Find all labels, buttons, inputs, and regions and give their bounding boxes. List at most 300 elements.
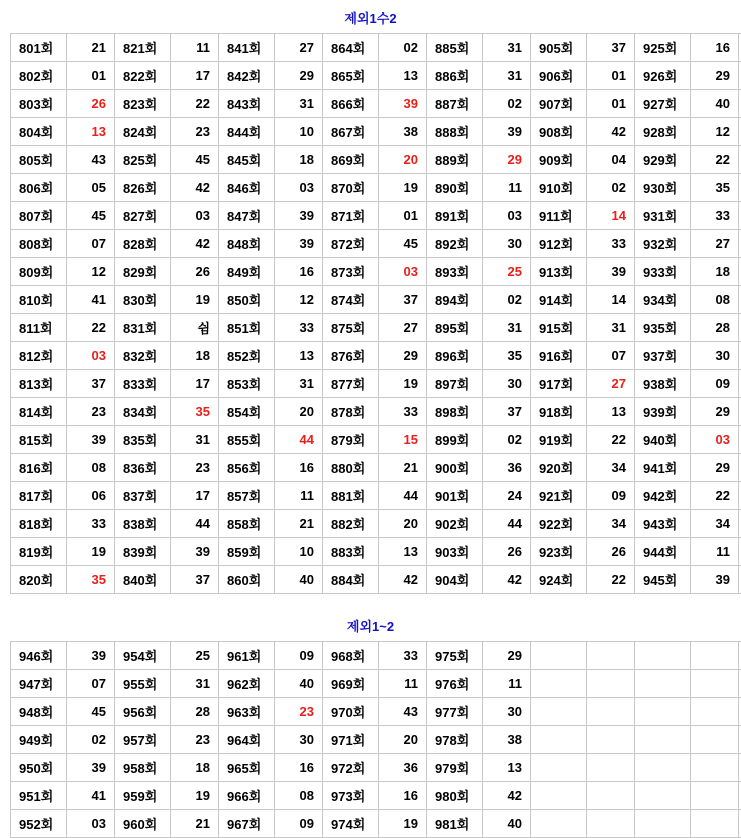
draw-value-cell: 18: [275, 146, 323, 174]
draw-label-cell: 973회: [323, 782, 379, 810]
results-table-secondary: [10, 641, 741, 838]
draw-label-cell: 959회: [115, 782, 171, 810]
draw-value-cell: 22: [587, 426, 635, 454]
draw-value-cell: 41: [67, 286, 115, 314]
empty-cell: [531, 754, 587, 782]
draw-label-cell: 919회: [531, 426, 587, 454]
draw-label-cell: 809회: [11, 258, 67, 286]
draw-value-cell: 03: [67, 342, 115, 370]
draw-value-cell: 29: [483, 642, 531, 670]
draw-label-cell: 900회: [427, 454, 483, 482]
empty-cell: [531, 726, 587, 754]
draw-value-cell: 06: [67, 482, 115, 510]
draw-value-cell: 01: [67, 62, 115, 90]
draw-label-cell: 846회: [219, 174, 275, 202]
draw-label-cell: 889회: [427, 146, 483, 174]
draw-label-cell: 923회: [531, 538, 587, 566]
draw-label-cell: 855회: [219, 426, 275, 454]
section-title-secondary: 제외1~2: [10, 616, 731, 635]
draw-value-cell: 02: [483, 426, 531, 454]
draw-label-cell: 950회: [11, 754, 67, 782]
empty-cell: [691, 754, 739, 782]
draw-label-cell: 958회: [115, 754, 171, 782]
draw-value-cell: 16: [275, 258, 323, 286]
draw-value-cell: 37: [379, 286, 427, 314]
draw-label-cell: 974회: [323, 810, 379, 838]
draw-value-cell: 09: [275, 642, 323, 670]
draw-label-cell: 867회: [323, 118, 379, 146]
draw-label-cell: 965회: [219, 754, 275, 782]
draw-label-cell: 927회: [635, 90, 691, 118]
draw-value-cell: 45: [67, 202, 115, 230]
draw-value-cell: 45: [379, 230, 427, 258]
draw-value-cell: 31: [587, 314, 635, 342]
draw-value-cell: 34: [587, 454, 635, 482]
draw-label-cell: 904회: [427, 566, 483, 594]
table-row: [11, 782, 741, 810]
draw-label-cell: 943회: [635, 510, 691, 538]
draw-label-cell: 968회: [323, 642, 379, 670]
draw-value-cell: 19: [379, 810, 427, 838]
draw-label-cell: 969회: [323, 670, 379, 698]
draw-label-cell: 939회: [635, 398, 691, 426]
draw-label-cell: 896회: [427, 342, 483, 370]
draw-value-cell: 27: [379, 314, 427, 342]
draw-value-cell: 16: [379, 782, 427, 810]
draw-value-cell: 19: [171, 286, 219, 314]
draw-label-cell: 957회: [115, 726, 171, 754]
draw-value-cell: 44: [275, 426, 323, 454]
draw-value-cell: 11: [483, 174, 531, 202]
draw-label-cell: 886회: [427, 62, 483, 90]
draw-value-cell: 44: [379, 482, 427, 510]
draw-value-cell: 05: [67, 174, 115, 202]
draw-label-cell: 942회: [635, 482, 691, 510]
draw-value-cell: 20: [379, 726, 427, 754]
draw-value-cell: 34: [691, 510, 739, 538]
draw-value-cell: 29: [691, 62, 739, 90]
draw-value-cell: 03: [691, 426, 739, 454]
draw-label-cell: 877회: [323, 370, 379, 398]
draw-label-cell: 870회: [323, 174, 379, 202]
draw-value-cell: 39: [67, 754, 115, 782]
draw-label-cell: 922회: [531, 510, 587, 538]
draw-label-cell: 875회: [323, 314, 379, 342]
section-draw-results-primary: [10, 8, 731, 594]
empty-cell: [635, 670, 691, 698]
draw-label-cell: 941회: [635, 454, 691, 482]
draw-value-cell: 28: [171, 698, 219, 726]
draw-value-cell: 37: [67, 370, 115, 398]
table-row: [11, 202, 741, 230]
draw-label-cell: 847회: [219, 202, 275, 230]
draw-label-cell: 967회: [219, 810, 275, 838]
draw-label-cell: 824회: [115, 118, 171, 146]
draw-value-cell: 40: [691, 90, 739, 118]
draw-value-cell: 08: [275, 782, 323, 810]
table-row: [11, 314, 741, 342]
empty-cell: [691, 782, 739, 810]
draw-value-cell: 39: [275, 202, 323, 230]
empty-cell: [531, 670, 587, 698]
empty-cell: [635, 726, 691, 754]
draw-value-cell: 43: [379, 698, 427, 726]
draw-label-cell: 839회: [115, 538, 171, 566]
draw-value-cell: 40: [483, 810, 531, 838]
empty-cell: [691, 670, 739, 698]
draw-label-cell: 906회: [531, 62, 587, 90]
draw-value-cell: 14: [587, 202, 635, 230]
draw-value-cell: 26: [171, 258, 219, 286]
section-title-primary: 제외1수2: [10, 8, 731, 27]
draw-value-cell: 42: [483, 566, 531, 594]
draw-value-cell: 36: [379, 754, 427, 782]
draw-label-cell: 913회: [531, 258, 587, 286]
draw-value-cell: 31: [483, 34, 531, 62]
draw-label-cell: 823회: [115, 90, 171, 118]
draw-label-cell: 857회: [219, 482, 275, 510]
draw-label-cell: 954회: [115, 642, 171, 670]
draw-value-cell: 03: [483, 202, 531, 230]
draw-value-cell: 13: [379, 62, 427, 90]
draw-label-cell: 845회: [219, 146, 275, 174]
draw-label-cell: 842회: [219, 62, 275, 90]
draw-value-cell: 30: [483, 370, 531, 398]
draw-value-cell: 42: [587, 118, 635, 146]
draw-value-cell: 07: [587, 342, 635, 370]
draw-label-cell: 873회: [323, 258, 379, 286]
draw-value-cell: 33: [67, 510, 115, 538]
empty-cell: [587, 810, 635, 838]
draw-value-cell: 13: [67, 118, 115, 146]
empty-cell: [531, 782, 587, 810]
table-row: [11, 426, 741, 454]
draw-label-cell: 909회: [531, 146, 587, 174]
draw-label-cell: 874회: [323, 286, 379, 314]
draw-label-cell: 880회: [323, 454, 379, 482]
draw-label-cell: 910회: [531, 174, 587, 202]
empty-cell: [531, 810, 587, 838]
draw-value-cell: 21: [379, 454, 427, 482]
draw-value-cell: 42: [171, 174, 219, 202]
draw-value-cell: 11: [483, 670, 531, 698]
draw-label-cell: 971회: [323, 726, 379, 754]
draw-label-cell: 979회: [427, 754, 483, 782]
draw-value-cell: 11: [275, 482, 323, 510]
draw-value-cell: 30: [483, 230, 531, 258]
draw-label-cell: 850회: [219, 286, 275, 314]
draw-value-cell: 26: [587, 538, 635, 566]
draw-label-cell: 854회: [219, 398, 275, 426]
draw-label-cell: 908회: [531, 118, 587, 146]
draw-label-cell: 924회: [531, 566, 587, 594]
draw-label-cell: 964회: [219, 726, 275, 754]
table-row: [11, 566, 741, 594]
draw-value-cell: 41: [67, 782, 115, 810]
draw-value-cell: 03: [275, 174, 323, 202]
table-row: [11, 90, 741, 118]
draw-label-cell: 952회: [11, 810, 67, 838]
draw-label-cell: 916회: [531, 342, 587, 370]
draw-label-cell: 822회: [115, 62, 171, 90]
table-row: [11, 642, 741, 670]
draw-label-cell: 859회: [219, 538, 275, 566]
draw-label-cell: 931회: [635, 202, 691, 230]
draw-label-cell: 858회: [219, 510, 275, 538]
empty-cell: [587, 698, 635, 726]
draw-label-cell: 884회: [323, 566, 379, 594]
draw-value-cell: 20: [379, 510, 427, 538]
draw-value-cell: 43: [67, 146, 115, 174]
draw-value-cell: 24: [483, 482, 531, 510]
draw-label-cell: 805회: [11, 146, 67, 174]
draw-label-cell: 951회: [11, 782, 67, 810]
draw-label-cell: 811회: [11, 314, 67, 342]
draw-value-cell: 30: [691, 342, 739, 370]
draw-label-cell: 816회: [11, 454, 67, 482]
draw-value-cell: 37: [483, 398, 531, 426]
table-row: [11, 146, 741, 174]
draw-label-cell: 871회: [323, 202, 379, 230]
empty-cell: [691, 642, 739, 670]
draw-value-cell: 11: [379, 670, 427, 698]
empty-cell: [587, 642, 635, 670]
table-row: [11, 810, 741, 838]
draw-label-cell: 879회: [323, 426, 379, 454]
draw-value-cell: 13: [483, 754, 531, 782]
empty-cell: [587, 670, 635, 698]
draw-label-cell: 976회: [427, 670, 483, 698]
draw-label-cell: 885회: [427, 34, 483, 62]
draw-label-cell: 817회: [11, 482, 67, 510]
draw-label-cell: 808회: [11, 230, 67, 258]
draw-value-cell: 02: [67, 726, 115, 754]
table-row: [11, 62, 741, 90]
draw-value-cell: 03: [67, 810, 115, 838]
draw-value-cell: 39: [587, 258, 635, 286]
draw-label-cell: 962회: [219, 670, 275, 698]
draw-label-cell: 878회: [323, 398, 379, 426]
draw-label-cell: 925회: [635, 34, 691, 62]
draw-label-cell: 921회: [531, 482, 587, 510]
table-row: [11, 482, 741, 510]
draw-value-cell: 45: [67, 698, 115, 726]
empty-cell: [587, 726, 635, 754]
draw-value-cell: 35: [483, 342, 531, 370]
draw-value-cell: 29: [379, 342, 427, 370]
draw-value-cell: 35: [67, 566, 115, 594]
draw-value-cell: 35: [691, 174, 739, 202]
draw-label-cell: 905회: [531, 34, 587, 62]
draw-value-cell: 02: [483, 90, 531, 118]
draw-value-cell: 33: [691, 202, 739, 230]
draw-label-cell: 928회: [635, 118, 691, 146]
draw-value-cell: 17: [171, 482, 219, 510]
draw-value-cell: 03: [379, 258, 427, 286]
draw-label-cell: 929회: [635, 146, 691, 174]
table-row: [11, 454, 741, 482]
draw-label-cell: 920회: [531, 454, 587, 482]
draw-label-cell: 972회: [323, 754, 379, 782]
draw-value-cell: 25: [171, 642, 219, 670]
draw-label-cell: 948회: [11, 698, 67, 726]
draw-value-cell: 09: [275, 810, 323, 838]
draw-label-cell: 869회: [323, 146, 379, 174]
draw-label-cell: 843회: [219, 90, 275, 118]
draw-value-cell: 38: [379, 118, 427, 146]
draw-label-cell: 937회: [635, 342, 691, 370]
draw-label-cell: 883회: [323, 538, 379, 566]
draw-value-cell: 16: [691, 34, 739, 62]
draw-label-cell: 801회: [11, 34, 67, 62]
draw-label-cell: 981회: [427, 810, 483, 838]
table-row: [11, 286, 741, 314]
draw-value-cell: 27: [691, 230, 739, 258]
draw-label-cell: 935회: [635, 314, 691, 342]
draw-value-cell: 13: [379, 538, 427, 566]
draw-label-cell: 934회: [635, 286, 691, 314]
draw-label-cell: 819회: [11, 538, 67, 566]
table-row: [11, 34, 741, 62]
table-row: [11, 398, 741, 426]
draw-value-cell: 03: [171, 202, 219, 230]
draw-label-cell: 946회: [11, 642, 67, 670]
draw-value-cell: 17: [171, 62, 219, 90]
draw-label-cell: 821회: [115, 34, 171, 62]
draw-label-cell: 825회: [115, 146, 171, 174]
draw-label-cell: 830회: [115, 286, 171, 314]
draw-value-cell: 31: [275, 370, 323, 398]
draw-label-cell: 938회: [635, 370, 691, 398]
draw-label-cell: 834회: [115, 398, 171, 426]
draw-value-cell: 09: [587, 482, 635, 510]
draw-value-cell: 37: [587, 34, 635, 62]
empty-cell: [635, 810, 691, 838]
draw-value-cell: 11: [691, 538, 739, 566]
draw-value-cell: 13: [275, 342, 323, 370]
draw-label-cell: 804회: [11, 118, 67, 146]
draw-label-cell: 915회: [531, 314, 587, 342]
draw-label-cell: 903회: [427, 538, 483, 566]
results-table-primary: [10, 33, 741, 594]
draw-label-cell: 917회: [531, 370, 587, 398]
draw-value-cell: 18: [691, 258, 739, 286]
draw-value-cell: 42: [483, 782, 531, 810]
empty-cell: [587, 782, 635, 810]
draw-label-cell: 926회: [635, 62, 691, 90]
table-row: [11, 230, 741, 258]
draw-label-cell: 898회: [427, 398, 483, 426]
draw-label-cell: 975회: [427, 642, 483, 670]
draw-value-cell: 02: [587, 174, 635, 202]
draw-label-cell: 960회: [115, 810, 171, 838]
draw-value-cell: 40: [275, 566, 323, 594]
draw-label-cell: 914회: [531, 286, 587, 314]
empty-cell: [691, 698, 739, 726]
draw-label-cell: 872회: [323, 230, 379, 258]
draw-label-cell: 933회: [635, 258, 691, 286]
draw-value-cell: 44: [483, 510, 531, 538]
draw-value-cell: 12: [275, 286, 323, 314]
draw-label-cell: 848회: [219, 230, 275, 258]
draw-value-cell: 16: [275, 754, 323, 782]
draw-value-cell: 45: [171, 146, 219, 174]
draw-value-cell: 01: [379, 202, 427, 230]
draw-value-cell: 11: [171, 34, 219, 62]
draw-value-cell: 16: [275, 454, 323, 482]
draw-label-cell: 893회: [427, 258, 483, 286]
draw-value-cell: 12: [67, 258, 115, 286]
draw-value-cell: 15: [379, 426, 427, 454]
draw-value-cell: 23: [275, 698, 323, 726]
draw-value-cell: 39: [67, 426, 115, 454]
draw-label-cell: 851회: [219, 314, 275, 342]
draw-value-cell: 23: [171, 118, 219, 146]
draw-label-cell: 912회: [531, 230, 587, 258]
draw-label-cell: 856회: [219, 454, 275, 482]
draw-label-cell: 961회: [219, 642, 275, 670]
draw-value-cell: 04: [587, 146, 635, 174]
draw-label-cell: 860회: [219, 566, 275, 594]
draw-value-cell: 21: [171, 810, 219, 838]
table-row: [11, 754, 741, 782]
draw-value-cell: 21: [275, 510, 323, 538]
draw-value-cell: 12: [691, 118, 739, 146]
draw-value-cell: 22: [171, 90, 219, 118]
draw-label-cell: 812회: [11, 342, 67, 370]
draw-label-cell: 901회: [427, 482, 483, 510]
draw-label-cell: 866회: [323, 90, 379, 118]
draw-value-cell: 39: [171, 538, 219, 566]
draw-value-cell: 02: [379, 34, 427, 62]
draw-label-cell: 894회: [427, 286, 483, 314]
draw-value-cell: 29: [275, 62, 323, 90]
draw-label-cell: 836회: [115, 454, 171, 482]
draw-label-cell: 955회: [115, 670, 171, 698]
table-row: [11, 726, 741, 754]
section-spacer: [10, 594, 731, 616]
draw-label-cell: 930회: [635, 174, 691, 202]
draw-label-cell: 814회: [11, 398, 67, 426]
draw-value-cell: 29: [483, 146, 531, 174]
draw-label-cell: 887회: [427, 90, 483, 118]
draw-label-cell: 807회: [11, 202, 67, 230]
draw-value-cell: 14: [587, 286, 635, 314]
draw-label-cell: 911회: [531, 202, 587, 230]
draw-value-cell: 18: [171, 754, 219, 782]
draw-label-cell: 899회: [427, 426, 483, 454]
draw-label-cell: 865회: [323, 62, 379, 90]
draw-value-cell: 31: [483, 62, 531, 90]
draw-label-cell: 815회: [11, 426, 67, 454]
draw-value-cell: 42: [171, 230, 219, 258]
draw-value-cell: 22: [691, 146, 739, 174]
draw-label-cell: 945회: [635, 566, 691, 594]
draw-label-cell: 806회: [11, 174, 67, 202]
draw-value-cell: 33: [379, 398, 427, 426]
draw-label-cell: 810회: [11, 286, 67, 314]
draw-label-cell: 831회: [115, 314, 171, 342]
empty-cell: [587, 754, 635, 782]
empty-cell: [531, 642, 587, 670]
draw-label-cell: 891회: [427, 202, 483, 230]
draw-value-cell: 18: [171, 342, 219, 370]
draw-label-cell: 888회: [427, 118, 483, 146]
draw-value-cell: 01: [587, 62, 635, 90]
draw-label-cell: 956회: [115, 698, 171, 726]
draw-label-cell: 832회: [115, 342, 171, 370]
draw-value-cell: 39: [67, 642, 115, 670]
